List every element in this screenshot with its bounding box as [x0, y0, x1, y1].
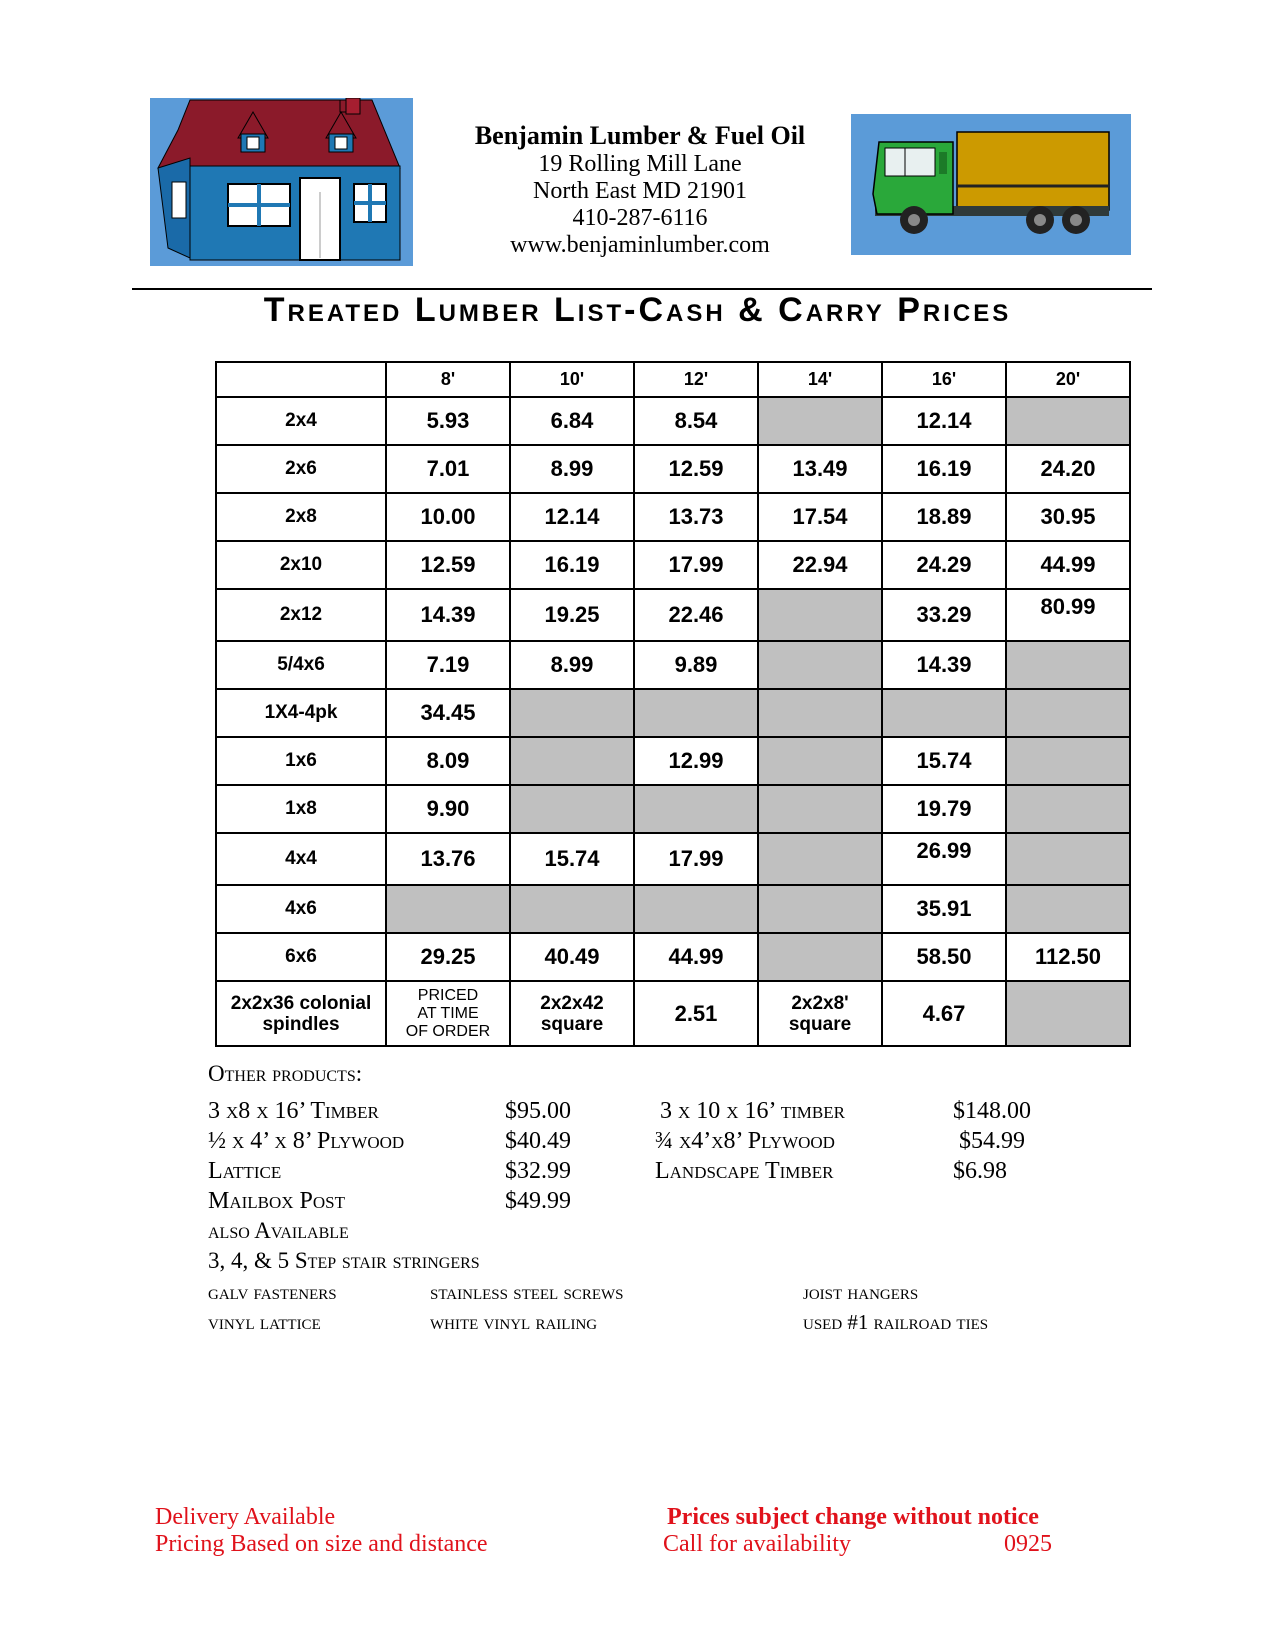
priced-note-line: OF ORDER [405, 1022, 491, 1040]
price-cell: 17.54 [758, 493, 882, 541]
price-cell: 80.99 [1006, 589, 1130, 641]
document-code: 0925 [1004, 1531, 1052, 1557]
price-cell [758, 981, 882, 1046]
empty-cell [882, 689, 1006, 737]
price-cell: 8.09 [386, 737, 510, 785]
price-cell: 24.20 [1006, 445, 1130, 493]
product-price: $6.98 [953, 1158, 1007, 1184]
table-row [216, 785, 1130, 833]
price-cell [510, 981, 634, 1046]
column-header: 8' [386, 362, 510, 397]
company-name: Benjamin Lumber & Fuel Oil [474, 121, 806, 150]
company-website: www.benjaminlumber.com [510, 232, 770, 258]
price-cell: 8.54 [634, 397, 758, 445]
company-address-line1: 19 Rolling Mill Lane [538, 151, 742, 177]
price-cell: 29.25 [386, 933, 510, 981]
table-row [216, 589, 1130, 641]
price-cell: 14.39 [882, 641, 1006, 689]
price-cell: 19.79 [882, 785, 1006, 833]
price-cell: 7.19 [386, 641, 510, 689]
row-label: 5/4x6 [216, 641, 386, 689]
product-price: $40.49 [505, 1128, 571, 1154]
price-cell: 40.49 [510, 933, 634, 981]
company-phone: 410-287-6116 [572, 205, 708, 231]
price-cell: 22.94 [758, 541, 882, 589]
delivery-note: Delivery Available [155, 1504, 336, 1530]
house-image [150, 98, 413, 266]
row-label [216, 981, 386, 1046]
product-name: Landscape Timber [655, 1158, 834, 1184]
empty-cell [758, 397, 882, 445]
price-cell: 16.19 [882, 445, 1006, 493]
stair-stringers: 3, 4, & 5 Step stair stringers [208, 1248, 480, 1273]
price-change-notice: Prices subject change without notice [667, 1504, 1039, 1530]
empty-cell [758, 589, 882, 641]
row-label: 1X4-4pk [216, 689, 386, 737]
header-divider [132, 288, 1152, 290]
other-products-heading: Other products: [208, 1061, 363, 1086]
company-address-line2: North East MD 21901 [533, 178, 747, 204]
price-table [215, 361, 1131, 1047]
price-cell: 8.99 [510, 445, 634, 493]
misc-item: galv fasteners [208, 1280, 337, 1304]
column-header: 12' [634, 362, 758, 397]
table-row [216, 933, 1130, 981]
price-cell: 15.74 [882, 737, 1006, 785]
misc-item: used #1 railroad ties [803, 1310, 989, 1334]
price-cell: 4.67 [882, 981, 1006, 1046]
price-cell: 16.19 [510, 541, 634, 589]
empty-cell [634, 885, 758, 933]
product-name: 3 x8 x 16’ Timber [208, 1098, 379, 1124]
table-row [216, 641, 1130, 689]
price-cell: 5.93 [386, 397, 510, 445]
price-cell: 14.39 [386, 589, 510, 641]
price-cell: 13.49 [758, 445, 882, 493]
misc-item: stainless steel screws [430, 1280, 624, 1304]
price-cell: 58.50 [882, 933, 1006, 981]
availability-note: Call for availability [663, 1531, 851, 1557]
product-name: 3 x 10 x 16’ timber [660, 1098, 845, 1124]
row-label: 1x6 [216, 737, 386, 785]
table-row [216, 737, 1130, 785]
column-header: 10' [510, 362, 634, 397]
row-label: 2x10 [216, 541, 386, 589]
row-label: 1x8 [216, 785, 386, 833]
empty-cell [634, 785, 758, 833]
empty-cell [1006, 737, 1130, 785]
row-label: 4x4 [216, 833, 386, 885]
price-cell: 10.00 [386, 493, 510, 541]
truck-image [851, 114, 1131, 255]
row-label: 2x8 [216, 493, 386, 541]
price-cell: 44.99 [634, 933, 758, 981]
empty-cell [1006, 885, 1130, 933]
price-cell: 12.59 [634, 445, 758, 493]
empty-cell [758, 785, 882, 833]
empty-cell [1006, 397, 1130, 445]
price-cell: 8.99 [510, 641, 634, 689]
price-cell: 22.46 [634, 589, 758, 641]
table-row [216, 541, 1130, 589]
table-header-row [216, 362, 1130, 397]
price-cell: 34.45 [386, 689, 510, 737]
table-row [216, 493, 1130, 541]
product-price: $95.00 [505, 1098, 571, 1124]
price-cell: 9.89 [634, 641, 758, 689]
price-cell: 24.29 [882, 541, 1006, 589]
empty-cell [510, 689, 634, 737]
price-cell: 17.99 [634, 833, 758, 885]
pricing-note: Pricing Based on size and distance [155, 1531, 488, 1557]
company-info [430, 120, 850, 259]
priced-note-line: PRICED [417, 986, 479, 1004]
empty-cell [386, 885, 510, 933]
product-price: $32.99 [505, 1158, 571, 1184]
empty-cell [510, 785, 634, 833]
price-cell: 12.99 [634, 737, 758, 785]
cell-line: square [540, 1013, 604, 1035]
column-header: 16' [882, 362, 1006, 397]
table-row [216, 445, 1130, 493]
empty-cell [758, 885, 882, 933]
misc-item: joist hangers [803, 1280, 919, 1304]
empty-cell [1006, 641, 1130, 689]
priced-note-line: AT TIME [417, 1004, 479, 1022]
empty-cell [510, 737, 634, 785]
empty-cell [758, 737, 882, 785]
empty-cell [758, 689, 882, 737]
price-cell: 12.14 [882, 397, 1006, 445]
cell-line: 2x2x42 [540, 992, 604, 1014]
product-price: $49.99 [505, 1188, 571, 1214]
price-cell: 13.76 [386, 833, 510, 885]
price-cell [386, 981, 510, 1046]
product-name: Mailbox Post [208, 1188, 346, 1214]
empty-cell [1006, 785, 1130, 833]
empty-cell [510, 885, 634, 933]
table-row [216, 833, 1130, 885]
price-cell: 26.99 [882, 833, 1006, 885]
column-header [216, 362, 386, 397]
empty-cell [1006, 689, 1130, 737]
row-label: 4x6 [216, 885, 386, 933]
column-header: 20' [1006, 362, 1130, 397]
price-cell: 12.59 [386, 541, 510, 589]
price-cell: 9.90 [386, 785, 510, 833]
column-header: 14' [758, 362, 882, 397]
row-label: 2x12 [216, 589, 386, 641]
row-label: 6x6 [216, 933, 386, 981]
price-cell: 12.14 [510, 493, 634, 541]
table-row [216, 689, 1130, 737]
price-cell: 15.74 [510, 833, 634, 885]
price-cell: 35.91 [882, 885, 1006, 933]
price-cell: 112.50 [1006, 933, 1130, 981]
product-price: $54.99 [959, 1128, 1025, 1154]
price-cell: 6.84 [510, 397, 634, 445]
row-label: 2x6 [216, 445, 386, 493]
price-cell: 44.99 [1006, 541, 1130, 589]
empty-cell [1006, 981, 1130, 1046]
row-label-line: spindles [262, 1013, 340, 1035]
price-cell: 17.99 [634, 541, 758, 589]
product-name: Lattice [208, 1158, 282, 1184]
page-title: Treated Lumber List-Cash & Carry Prices [263, 291, 1012, 329]
empty-cell [758, 641, 882, 689]
product-name: ½ x 4’ x 8’ Plywood [208, 1128, 405, 1154]
product-price: $148.00 [953, 1098, 1031, 1124]
empty-cell [758, 933, 882, 981]
price-cell: 13.73 [634, 493, 758, 541]
misc-item: white vinyl railing [430, 1310, 598, 1334]
product-name: ¾ x4’x8’ Plywood [655, 1128, 835, 1154]
also-available-label: also Available [208, 1218, 349, 1243]
price-cell: 30.95 [1006, 493, 1130, 541]
price-cell: 7.01 [386, 445, 510, 493]
price-cell: 33.29 [882, 589, 1006, 641]
row-label-line: 2x2x36 colonial [230, 992, 372, 1014]
cell-line: square [788, 1013, 852, 1035]
price-cell: 19.25 [510, 589, 634, 641]
misc-item: vinyl lattice [208, 1310, 321, 1334]
table-row [216, 981, 1130, 1046]
price-cell: 18.89 [882, 493, 1006, 541]
empty-cell [634, 689, 758, 737]
row-label: 2x4 [216, 397, 386, 445]
table-row [216, 397, 1130, 445]
empty-cell [758, 833, 882, 885]
empty-cell [1006, 833, 1130, 885]
table-row [216, 885, 1130, 933]
cell-line: 2x2x8' [791, 992, 849, 1014]
price-cell: 2.51 [634, 981, 758, 1046]
